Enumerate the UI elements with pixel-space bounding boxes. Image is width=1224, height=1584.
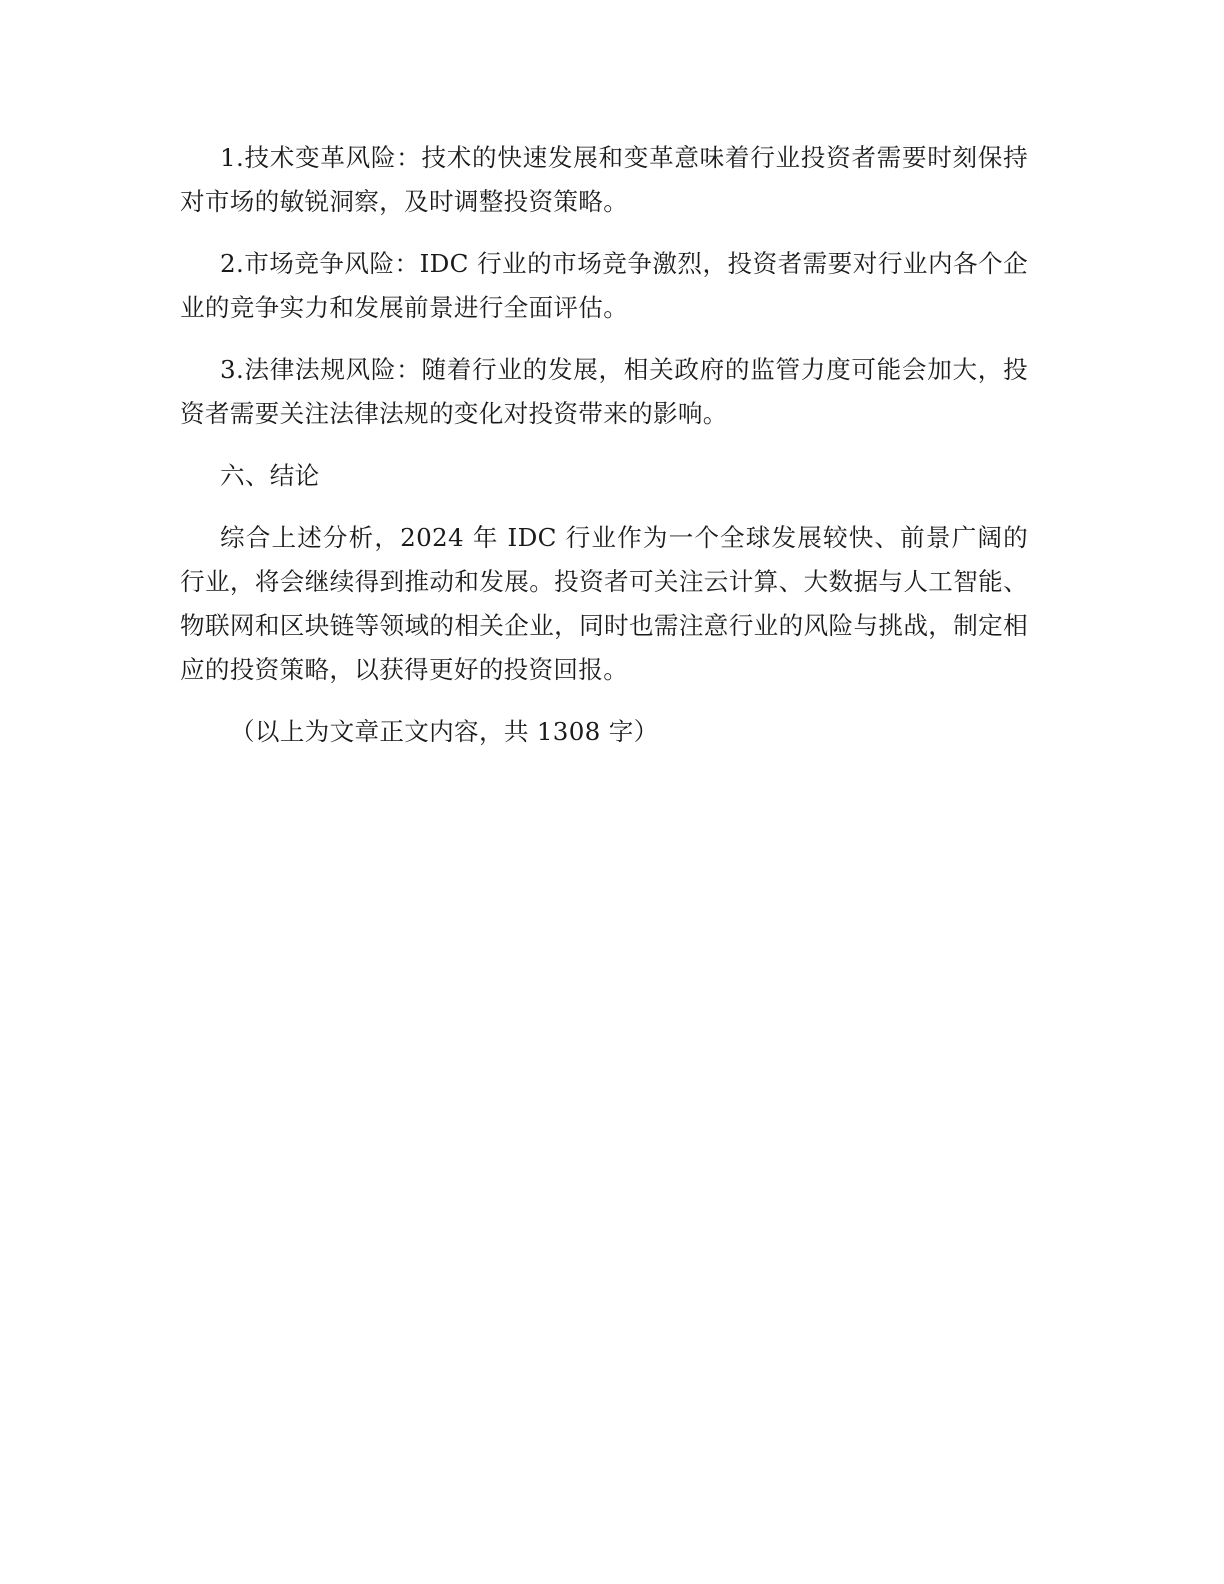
section-heading-conclusion: 六、结论 bbox=[220, 461, 320, 490]
risk-paragraph-legal: 3.法律法规风险：随着行业的发展，相关政府的监管力度可能会加大，投资者需要关注法律法规的变化对投资带来的影响。 bbox=[180, 355, 1028, 428]
paragraph-spacer bbox=[180, 330, 1028, 348]
conclusion-paragraph: 综合上述分析，2024 年 IDC 行业作为一个全球发展较快、前景广阔的行业，将会继续得到推动和发展。投资者可关注云计算、大数据与人工智能、物联网和区块链等领域的相关企业，同时也需注意行业的风险与挑战，制定相应的投资策略，以获得更好的投资回报。 bbox=[180, 523, 1028, 684]
word-count-note: （以上为文章正文内容，共 1308 字） bbox=[230, 717, 659, 746]
paragraph-spacer bbox=[180, 436, 1028, 454]
risk-paragraph-market: 2.市场竞争风险：IDC 行业的市场竞争激烈，投资者需要对行业内各个企业的竞争实力和发展前景进行全面评估。 bbox=[180, 249, 1028, 322]
paragraph-spacer bbox=[180, 224, 1028, 242]
paragraph-spacer bbox=[180, 692, 1028, 710]
paragraph-spacer bbox=[180, 498, 1028, 516]
risk-paragraph-tech: 1.技术变革风险：技术的快速发展和变革意味着行业投资者需要时刻保持对市场的敏锐洞察，及时调整投资策略。 bbox=[180, 143, 1028, 216]
document-page bbox=[180, 136, 1028, 754]
